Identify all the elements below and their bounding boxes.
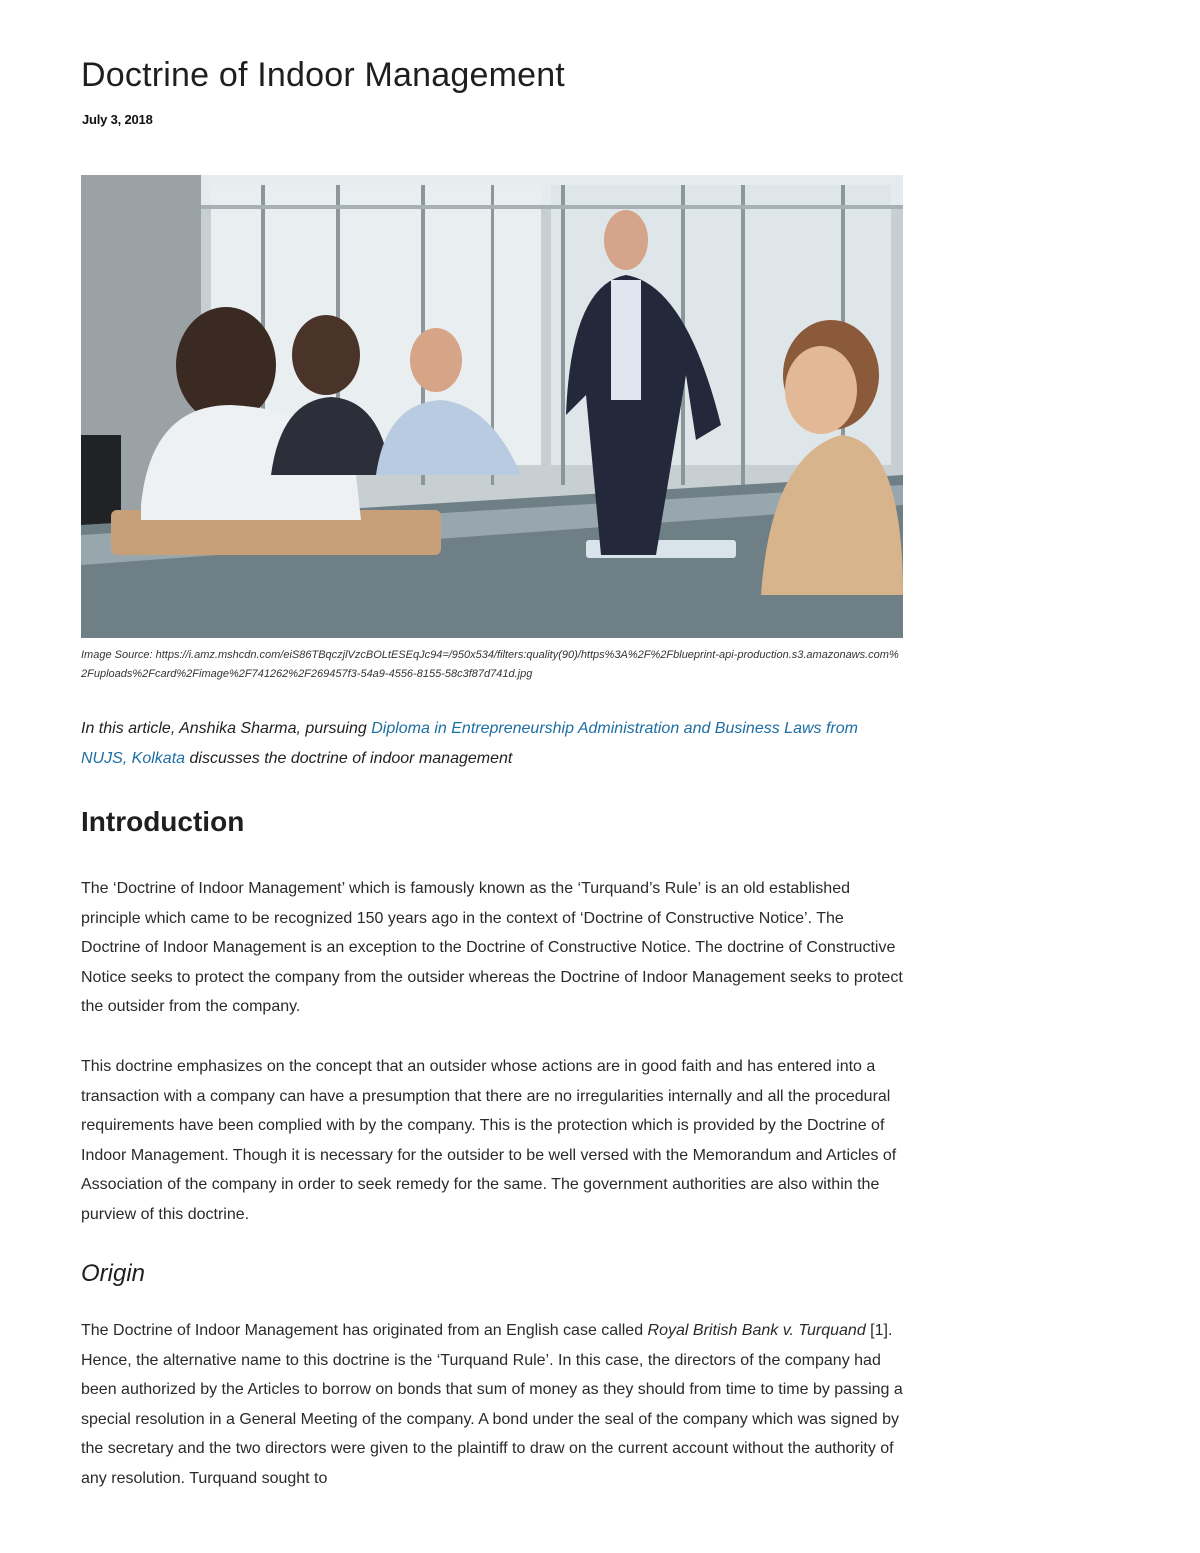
- origin-paragraph: [81, 1316, 903, 1493]
- image-caption: Image Source: https://i.amz.mshcdn.com/eiS86TBqczjlVzcBOLtESEqJc94=/950x534/filters:quality(90)/https%3A%2F%2Fblueprint-api-production.s3.amazonaws.com%2Fuploads%2Fcard%2Fimage%2F741262%2F269457f3-54a9-4556-8155-58c3f87d741d.jpg: [81, 649, 899, 680]
- origin-text-prefix: The Doctrine of Indoor Management has originated from an English case called: [81, 1322, 648, 1339]
- intro-suffix: discusses the doctrine of indoor management: [185, 750, 513, 767]
- origin-heading: Origin: [81, 1260, 146, 1287]
- case-name: Royal British Bank v. Turquand: [647, 1322, 866, 1339]
- article-intro: [81, 714, 903, 774]
- intro-prefix: In this article, Anshika Sharma, pursuing: [81, 720, 372, 737]
- publish-date: July 3, 2018: [82, 112, 153, 127]
- introduction-heading: Introduction: [81, 806, 245, 837]
- hero-image: [81, 175, 903, 638]
- origin-text-suffix: [1]. Hence, the alternative name to this doctrine is the ‘Turquand Rule’. In this case, the directors of the company had been authorized by the Articles to borrow on bonds that sum of money as they should from time to time by passing a special resolution in a General Meeting of the company. A bond under the seal of the company which was signed by the secretary and the two directors were given to the plaintiff to draw on the current account without the authority of any resolution. Turquand sought to: [81, 1322, 903, 1487]
- article-title: Doctrine of Indoor Management: [81, 56, 565, 94]
- introduction-paragraph-2: This doctrine emphasizes on the concept that an outsider whose actions are in good faith and has entered into a transaction with a company can have a presumption that there are no irregularities internally and all the procedural requirements have been complied with by the company. This is the protection which is provided by the Doctrine of Indoor Management. Though it is necessary for the outsider to be well versed with the Memorandum and Articles of Association of the company in order to seek remedy for the same. The government authorities are also within the purview of this doctrine.: [81, 1058, 897, 1223]
- course-link[interactable]: Diploma in Entrepreneurship Administration and Business Laws from NUJS, Kolkata: [81, 720, 858, 767]
- introduction-paragraph-1: The ‘Doctrine of Indoor Management’ which is famously known as the ‘Turquand’s Rule’ is an old established principle which came to be recognized 150 years ago in the context of ‘Doctrine of Constructive Notice’. The Doctrine of Indoor Management is an exception to the Doctrine of Constructive Notice. The doctrine of Constructive Notice seeks to protect the company from the outsider whereas the Doctrine of Indoor Management seeks to protect the outsider from the company.: [81, 880, 903, 1015]
